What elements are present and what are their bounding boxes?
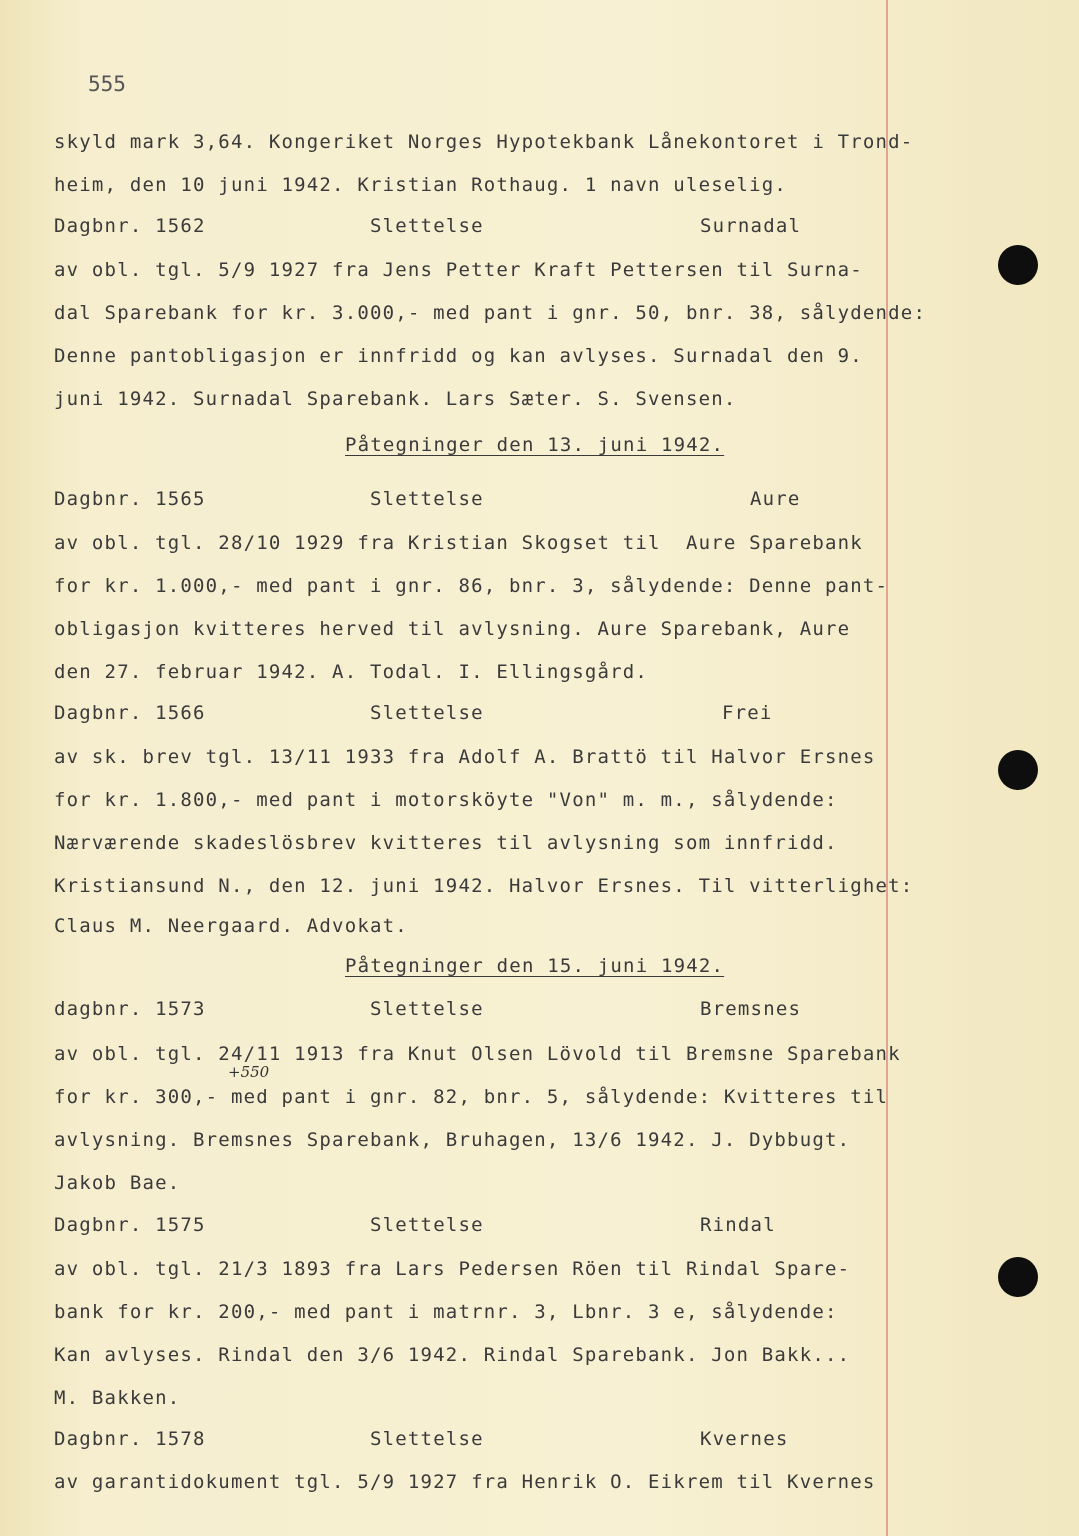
- entry-number: Dagbnr. 1578: [54, 1428, 206, 1450]
- entry-place: Rindal: [700, 1214, 776, 1236]
- entry-text-line: av obl. tgl. 28/10 1929 fra Kristian Skogset til Aure Sparebank: [54, 532, 863, 554]
- entry-text-line: for kr. 300,- med pant i gnr. 82, bnr. 5, sålydende: Kvitteres til: [54, 1086, 889, 1108]
- entry-number: Dagbnr. 1566: [54, 702, 206, 724]
- page-number: 555: [88, 72, 126, 96]
- entry-number: Dagbnr. 1562: [54, 215, 206, 237]
- entry-text-line: dal Sparebank for kr. 3.000,- med pant i gnr. 50, bnr. 38, sålydende:: [54, 302, 927, 324]
- entry-type: Slettelse: [370, 1214, 484, 1236]
- entry-text-line: av obl. tgl. 24/11 1913 fra Knut Olsen Lövold til Bremsne Sparebank: [54, 1043, 901, 1065]
- entry-text-line: av obl. tgl. 21/3 1893 fra Lars Pedersen Röen til Rindal Spare-: [54, 1258, 851, 1280]
- entry-text-line: av sk. brev tgl. 13/11 1933 fra Adolf A. Brattö til Halvor Ersnes: [54, 746, 876, 768]
- text-line: heim, den 10 juni 1942. Kristian Rothaug. 1 navn uleselig.: [54, 174, 788, 196]
- punch-hole: [998, 245, 1038, 285]
- entry-number: dagbnr. 1573: [54, 998, 206, 1020]
- entry-text-line: av garantidokument tgl. 5/9 1927 fra Henrik O. Eikrem til Kvernes: [54, 1471, 876, 1493]
- entry-text-line: M. Bakken.: [54, 1387, 181, 1409]
- entry-text-line: av obl. tgl. 5/9 1927 fra Jens Petter Kraft Pettersen til Surna-: [54, 259, 863, 281]
- text-line: skyld mark 3,64. Kongeriket Norges Hypotekbank Lånekontoret i Trond-: [54, 131, 914, 153]
- entry-type: Slettelse: [370, 702, 484, 724]
- entry-type: Slettelse: [370, 488, 484, 510]
- entry-text-line: for kr. 1.000,- med pant i gnr. 86, bnr. 3, sålydende: Denne pant-: [54, 575, 889, 597]
- entry-type: Slettelse: [370, 998, 484, 1020]
- entry-text-line: den 27. februar 1942. A. Todal. I. Ellingsgård.: [54, 661, 649, 683]
- handwritten-note: +550: [228, 1063, 270, 1081]
- entry-number: Dagbnr. 1575: [54, 1214, 206, 1236]
- entry-number: Dagbnr. 1565: [54, 488, 206, 510]
- entry-type: Slettelse: [370, 215, 484, 237]
- section-heading: Påtegninger den 13. juni 1942.: [345, 434, 725, 456]
- entry-place: Aure: [750, 488, 801, 510]
- entry-text-line: Kristiansund N., den 12. juni 1942. Halvor Ersnes. Til vitterlighet:: [54, 875, 914, 897]
- punch-hole: [998, 1257, 1038, 1297]
- punch-hole: [998, 750, 1038, 790]
- entry-place: Kvernes: [700, 1428, 789, 1450]
- entry-text-line: Denne pantobligasjon er innfridd og kan avlyses. Surnadal den 9.: [54, 345, 863, 367]
- entry-text-line: Jakob Bae.: [54, 1172, 181, 1194]
- entry-text-line: avlysning. Bremsnes Sparebank, Bruhagen, 13/6 1942. J. Dybbugt.: [54, 1129, 851, 1151]
- entry-place: Frei: [722, 702, 773, 724]
- entry-text-line: Kan avlyses. Rindal den 3/6 1942. Rindal Sparebank. Jon Bakk...: [54, 1344, 851, 1366]
- entry-place: Surnadal: [700, 215, 802, 237]
- entry-text-line: Claus M. Neergaard. Advokat.: [54, 915, 408, 937]
- margin-rule: [886, 0, 888, 1536]
- entry-text-line: juni 1942. Surnadal Sparebank. Lars Sæter. S. Svensen.: [54, 388, 737, 410]
- entry-place: Bremsnes: [700, 998, 802, 1020]
- entry-type: Slettelse: [370, 1428, 484, 1450]
- section-heading: Påtegninger den 15. juni 1942.: [345, 955, 725, 977]
- entry-text-line: obligasjon kvitteres herved til avlysning. Aure Sparebank, Aure: [54, 618, 851, 640]
- entry-text-line: Nærværende skadeslösbrev kvitteres til avlysning som innfridd.: [54, 832, 838, 854]
- entry-text-line: bank for kr. 200,- med pant i matrnr. 3, Lbnr. 3 e, sålydende:: [54, 1301, 838, 1323]
- entry-text-line: for kr. 1.800,- med pant i motorsköyte "Von" m. m., sålydende:: [54, 789, 838, 811]
